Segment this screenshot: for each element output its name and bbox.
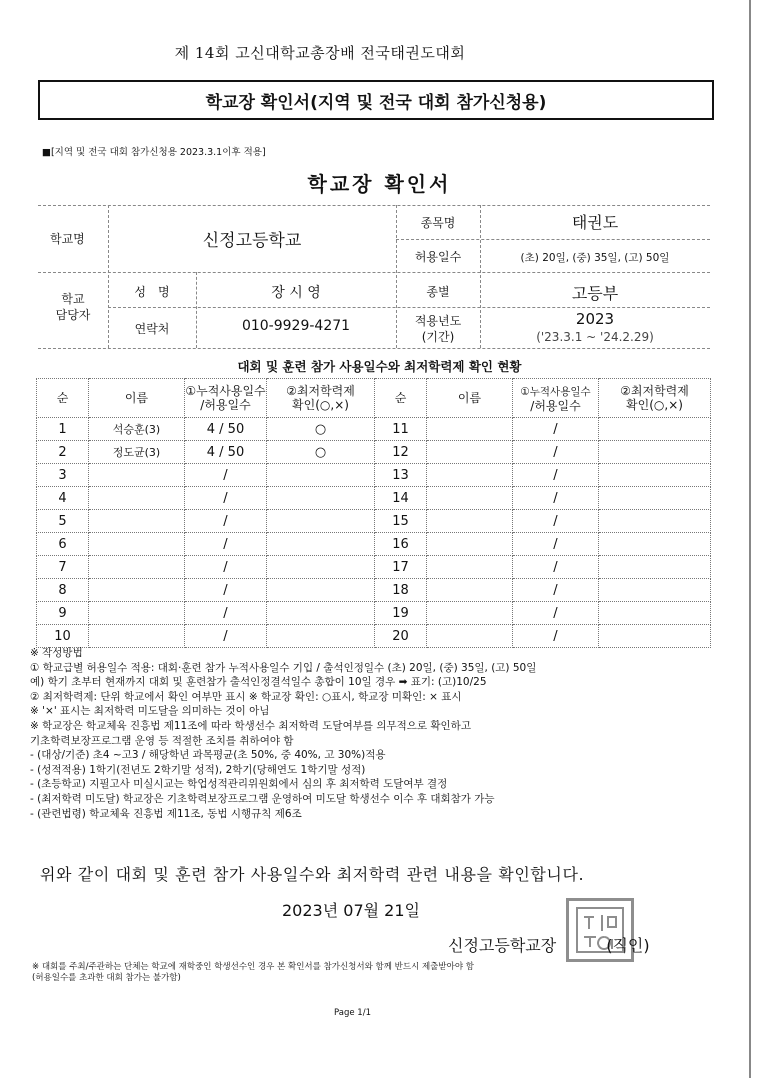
days-used: / <box>513 510 599 533</box>
footnote-line: ※ 대회를 주최/주관하는 단체는 학교에 재학중인 학생선수인 경우 본 확인서를 참가신청서와 함께 반드시 제출받아야 함 <box>32 962 474 972</box>
table-header-row <box>37 379 711 418</box>
athlete-name <box>427 441 513 464</box>
days-used: / <box>513 533 599 556</box>
academic-check <box>267 487 375 510</box>
athlete-name <box>427 464 513 487</box>
days-used: / <box>185 510 267 533</box>
divider <box>38 272 710 273</box>
table-row <box>37 602 711 625</box>
days-used: 4 / 50 <box>185 441 267 464</box>
row-number: 15 <box>375 510 427 533</box>
days-used: / <box>185 487 267 510</box>
academic-check <box>599 418 711 441</box>
academic-check: ○ <box>267 418 375 441</box>
days-used: / <box>185 556 267 579</box>
academic-check <box>599 602 711 625</box>
contact-label: 학교 <box>61 292 85 306</box>
table-row <box>37 510 711 533</box>
days-used: / <box>513 579 599 602</box>
allowed-days-value: (초) 20일, (중) 35일, (고) 50일 <box>520 252 670 264</box>
academic-check <box>599 487 711 510</box>
application-notice: ■[지역 및 전국 대회 참가신청용 2023.3.1이후 적용] <box>42 147 266 158</box>
athlete-name <box>427 579 513 602</box>
athlete-name <box>89 602 185 625</box>
divider <box>108 307 710 308</box>
row-number: 17 <box>375 556 427 579</box>
athlete-name <box>89 510 185 533</box>
allowed-days-label: 허용일수 <box>414 250 462 264</box>
row-number: 12 <box>375 441 427 464</box>
table-row <box>37 464 711 487</box>
footnote-line: (허용일수를 초과한 대회 참가는 불가함) <box>32 973 181 983</box>
days-used: / <box>513 487 599 510</box>
academic-check <box>599 556 711 579</box>
days-used: / <box>185 579 267 602</box>
seal-note: (직인) <box>606 936 650 955</box>
row-number: 14 <box>375 487 427 510</box>
instruction-line: 예) 학기 초부터 현재까지 대회 및 훈련참가 출석인정결석일수 총합이 10일 경우 ➡ 표기: (고)10/25 <box>30 676 487 689</box>
athlete-name: 정도균(3) <box>89 441 185 464</box>
year-value: 2023 <box>575 310 615 328</box>
academic-check <box>267 533 375 556</box>
header-name: 이름 <box>89 379 185 418</box>
row-number: 11 <box>375 418 427 441</box>
confirmation-statement: 위와 같이 대회 및 훈련 참가 사용일수와 최저학력 관련 내용을 확인합니다. <box>40 865 585 884</box>
header-no: 순 <box>37 379 89 418</box>
athlete-name: 석승훈(3) <box>89 418 185 441</box>
row-number: 19 <box>375 602 427 625</box>
athlete-name <box>89 556 185 579</box>
instructions-title: ※ 작성방법 <box>30 647 83 659</box>
academic-check <box>599 464 711 487</box>
row-number: 8 <box>37 579 89 602</box>
header-name: 이름 <box>427 379 513 418</box>
days-used: / <box>513 464 599 487</box>
page-number: Page 1/1 <box>334 1008 371 1018</box>
document-title: 학교장 확인서 <box>307 172 452 196</box>
competition-title: 제 14회 고신대학교총장배 전국태권도대회 <box>174 44 466 62</box>
header-days: ①누적사용일수 /허용일수 <box>513 379 599 418</box>
academic-check <box>267 625 375 648</box>
academic-check <box>267 579 375 602</box>
issue-date: 2023년 07월 21일 <box>282 901 420 920</box>
row-number: 16 <box>375 533 427 556</box>
table-row <box>37 625 711 648</box>
phone-value: 010-9929-4271 <box>241 318 351 334</box>
period-value: ('23.3.1 ~ '24.2.29) <box>536 330 654 344</box>
header-no: 순 <box>375 379 427 418</box>
table-row <box>37 418 711 441</box>
header-min-academic: ②최저학력제 확인(○,×) <box>267 379 375 418</box>
year-label: 적용년도 <box>414 314 462 328</box>
table-row <box>37 441 711 464</box>
school-label: 학교명 <box>50 232 85 246</box>
instruction-line: - (초등학교) 지필고사 미실시교는 학업성적관리위원회에서 심의 후 최저학력 도달여부 결정 <box>30 778 448 791</box>
days-used: / <box>513 625 599 648</box>
athlete-name <box>89 579 185 602</box>
type-value: 고등부 <box>571 284 619 303</box>
athlete-name <box>427 602 513 625</box>
row-number: 10 <box>37 625 89 648</box>
instruction-line: 기초학력보장프로그램 운영 등 적절한 조치를 취하여야 함 <box>30 734 294 747</box>
academic-check <box>599 441 711 464</box>
name-label: 성 명 <box>134 285 170 299</box>
instructions <box>30 646 536 821</box>
phone-label: 연락처 <box>134 322 170 336</box>
athlete-name <box>427 418 513 441</box>
section-title: 대회 및 훈련 참가 사용일수와 최저학력제 확인 현황 <box>237 359 522 374</box>
athlete-name <box>89 464 185 487</box>
instruction-line: ※ 학교장은 학교체육 진흥법 제11조에 따라 학생선수 최저학력 도달여부를 의무적으로 확인하고 <box>30 719 471 732</box>
row-number: 1 <box>37 418 89 441</box>
athlete-name <box>427 625 513 648</box>
athlete-name <box>89 625 185 648</box>
academic-check <box>267 510 375 533</box>
signer-name: 신정고등학교장 <box>448 936 557 955</box>
days-used: / <box>513 556 599 579</box>
footnote <box>32 962 474 984</box>
signer <box>448 933 650 956</box>
days-used: / <box>185 625 267 648</box>
table-row <box>37 487 711 510</box>
days-used: / <box>185 533 267 556</box>
academic-check: ○ <box>267 441 375 464</box>
row-number: 13 <box>375 464 427 487</box>
days-used: / <box>185 602 267 625</box>
instruction-line: - (대상/기준) 초4 ~고3 / 해당학년 과목평균(초 50%, 중 40%, 고 30%)적용 <box>30 749 386 762</box>
academic-check <box>599 579 711 602</box>
participation-table <box>36 378 711 648</box>
athlete-name <box>427 533 513 556</box>
academic-check <box>599 510 711 533</box>
period-label: (기간) <box>421 330 455 344</box>
days-used: 4 / 50 <box>185 418 267 441</box>
instruction-line: - (성적적용) 1학기(전년도 2학기말 성적), 2학기(당해연도 1학기말 성적) <box>30 763 366 776</box>
row-number: 3 <box>37 464 89 487</box>
contact-label: 담당자 <box>55 308 91 322</box>
row-number: 9 <box>37 602 89 625</box>
row-number: 20 <box>375 625 427 648</box>
row-number: 5 <box>37 510 89 533</box>
table-row <box>37 533 711 556</box>
athlete-name <box>427 510 513 533</box>
academic-check <box>267 602 375 625</box>
school-name: 신정고등학교 <box>202 231 302 251</box>
type-label: 종별 <box>426 285 450 299</box>
row-number: 4 <box>37 487 89 510</box>
instruction-line: - (최저학력 미도달) 학교장은 기초학력보장프로그램 운영하여 미도달 학생선수 이수 후 대회참가 가능 <box>30 792 495 805</box>
row-number: 2 <box>37 441 89 464</box>
name-value: 장 시 영 <box>271 285 321 301</box>
academic-check <box>599 533 711 556</box>
academic-check <box>267 556 375 579</box>
days-used: / <box>513 418 599 441</box>
header-days: ①누적사용일수 /허용일수 <box>185 379 267 418</box>
days-used: / <box>185 464 267 487</box>
days-used: / <box>513 602 599 625</box>
instruction-line: ※ '×' 표시는 최저학력 미도달을 의미하는 것이 아님 <box>30 705 270 718</box>
event-label: 종목명 <box>420 216 456 230</box>
athlete-name <box>427 487 513 510</box>
divider <box>38 205 710 206</box>
divider <box>396 239 710 240</box>
divider <box>38 348 710 349</box>
table-row <box>37 556 711 579</box>
row-number: 18 <box>375 579 427 602</box>
row-number: 7 <box>37 556 89 579</box>
academic-check <box>267 464 375 487</box>
instruction-line: ② 최저학력제: 단위 학교에서 확인 여부만 표시 ※ 학교장 확인: ○표시, 학교장 미확인: × 표시 <box>30 690 462 703</box>
athlete-name <box>89 487 185 510</box>
days-used: / <box>513 441 599 464</box>
athlete-name <box>89 533 185 556</box>
athlete-name <box>427 556 513 579</box>
academic-check <box>599 625 711 648</box>
event-value: 태권도 <box>571 213 619 232</box>
scan-edge <box>749 0 751 1078</box>
row-number: 6 <box>37 533 89 556</box>
main-title: 학교장 확인서(지역 및 전국 대회 참가신청용) <box>38 80 714 120</box>
header-min-academic: ②최저학력제 확인(○,×) <box>599 379 711 418</box>
table-row <box>37 579 711 602</box>
instruction-line: - (관련법령) 학교체육 진흥법 제11조, 동법 시행규칙 제6조 <box>30 807 302 820</box>
instruction-line: ① 학교급별 허용일수 적용: 대회·훈련 참가 누적사용일수 기입 / 출석인정일수 (초) 20일, (중) 35일, (고) 50일 <box>30 661 537 674</box>
